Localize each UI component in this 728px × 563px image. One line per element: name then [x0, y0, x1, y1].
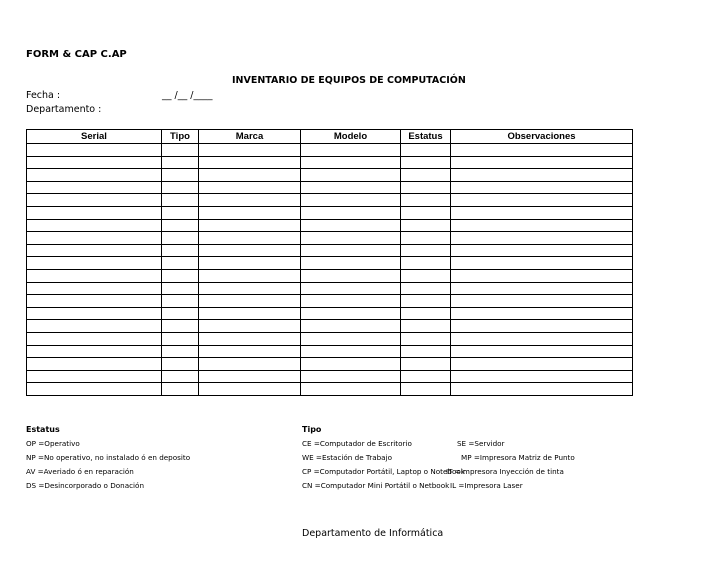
table-cell[interactable]	[27, 257, 162, 270]
table-cell[interactable]	[451, 169, 633, 182]
table-cell[interactable]	[199, 244, 301, 257]
table-cell[interactable]	[451, 156, 633, 169]
table-row	[27, 257, 633, 270]
table-cell[interactable]	[27, 181, 162, 194]
table-cell[interactable]	[27, 295, 162, 308]
table-cell[interactable]	[301, 307, 401, 320]
table-cell[interactable]	[301, 144, 401, 157]
table-cell[interactable]	[162, 345, 199, 358]
table-cell[interactable]	[199, 383, 301, 396]
table-row	[27, 144, 633, 157]
estatus-legend-item: NP =No operativo, no instalado ó en deposito	[26, 453, 191, 462]
table-row	[27, 244, 633, 257]
table-cell[interactable]	[199, 206, 301, 219]
table-cell[interactable]	[199, 219, 301, 232]
table-cell[interactable]	[27, 169, 162, 182]
table-row	[27, 156, 633, 169]
table-header-row	[27, 130, 633, 144]
table-cell[interactable]	[162, 307, 199, 320]
column-header-tipo: Tipo	[162, 130, 199, 144]
column-header-observaciones: Observaciones	[451, 130, 633, 144]
table-cell[interactable]	[301, 244, 401, 257]
form-title: INVENTARIO DE EQUIPOS DE COMPUTACIÓN	[232, 75, 466, 86]
estatus-legend-item: AV =Averiado ó en reparación	[26, 467, 134, 476]
table-cell[interactable]	[199, 156, 301, 169]
table-cell[interactable]	[401, 244, 451, 257]
table-cell[interactable]	[162, 269, 199, 282]
table-row	[27, 282, 633, 295]
table-cell[interactable]	[301, 295, 401, 308]
table-cell[interactable]	[401, 169, 451, 182]
table-cell[interactable]	[451, 232, 633, 245]
table-cell[interactable]	[27, 144, 162, 157]
table-cell[interactable]	[162, 194, 199, 207]
table-cell[interactable]	[199, 194, 301, 207]
table-cell[interactable]	[27, 156, 162, 169]
table-cell[interactable]	[301, 181, 401, 194]
table-cell[interactable]	[162, 295, 199, 308]
table-cell[interactable]	[27, 194, 162, 207]
fecha-label: Fecha :	[26, 90, 61, 101]
tipo-legend-title: Tipo	[302, 425, 322, 434]
table-cell[interactable]	[199, 269, 301, 282]
tipo-legend-item: MP =Impresora Matriz de Punto	[461, 453, 575, 462]
table-cell[interactable]	[401, 257, 451, 270]
table-cell[interactable]	[162, 169, 199, 182]
table-row	[27, 206, 633, 219]
table-cell[interactable]	[162, 332, 199, 345]
table-row	[27, 232, 633, 245]
table-cell[interactable]	[451, 332, 633, 345]
table-cell[interactable]	[162, 257, 199, 270]
column-header-estatus: Estatus	[401, 130, 451, 144]
table-cell[interactable]	[401, 194, 451, 207]
table-row	[27, 320, 633, 333]
table-cell[interactable]	[199, 320, 301, 333]
table-cell[interactable]	[162, 370, 199, 383]
table-cell[interactable]	[301, 257, 401, 270]
table-cell[interactable]	[401, 370, 451, 383]
table-cell[interactable]	[27, 332, 162, 345]
table-cell[interactable]	[401, 181, 451, 194]
table-cell[interactable]	[162, 144, 199, 157]
table-cell[interactable]	[451, 282, 633, 295]
table-cell[interactable]	[27, 244, 162, 257]
table-cell[interactable]	[451, 345, 633, 358]
table-cell[interactable]	[301, 370, 401, 383]
estatus-legend-title: Estatus	[26, 425, 60, 434]
table-cell[interactable]	[301, 383, 401, 396]
table-cell[interactable]	[162, 181, 199, 194]
departamento-label: Departamento :	[26, 104, 102, 115]
table-cell[interactable]	[451, 257, 633, 270]
table-cell[interactable]	[301, 320, 401, 333]
table-cell[interactable]	[199, 282, 301, 295]
table-cell[interactable]	[401, 345, 451, 358]
table-row	[27, 383, 633, 396]
table-cell[interactable]	[451, 144, 633, 157]
table-cell[interactable]	[27, 206, 162, 219]
table-cell[interactable]	[27, 232, 162, 245]
table-cell[interactable]	[199, 232, 301, 245]
table-cell[interactable]	[301, 206, 401, 219]
table-cell[interactable]	[27, 383, 162, 396]
table-cell[interactable]	[401, 219, 451, 232]
table-cell[interactable]	[401, 156, 451, 169]
table-cell[interactable]	[199, 181, 301, 194]
table-cell[interactable]	[451, 320, 633, 333]
table-row	[27, 307, 633, 320]
table-row	[27, 169, 633, 182]
inventory-table	[26, 129, 633, 396]
table-cell[interactable]	[162, 320, 199, 333]
table-cell[interactable]	[162, 383, 199, 396]
organization-name: FORM & CAP C.AP	[26, 49, 127, 60]
table-cell[interactable]	[199, 345, 301, 358]
column-header-modelo: Modelo	[301, 130, 401, 144]
table-cell[interactable]	[451, 194, 633, 207]
table-row	[27, 358, 633, 371]
table-row	[27, 194, 633, 207]
table-cell[interactable]	[401, 295, 451, 308]
table-cell[interactable]	[451, 206, 633, 219]
table-cell[interactable]	[401, 307, 451, 320]
table-cell[interactable]	[162, 219, 199, 232]
table-cell[interactable]	[451, 383, 633, 396]
table-cell[interactable]	[301, 358, 401, 371]
table-cell[interactable]	[401, 144, 451, 157]
table-cell[interactable]	[451, 307, 633, 320]
table-row	[27, 219, 633, 232]
table-cell[interactable]	[199, 257, 301, 270]
table-cell[interactable]	[301, 156, 401, 169]
tipo-legend-item: IT =Impresora Inyección de tinta	[446, 467, 564, 476]
table-cell[interactable]	[451, 358, 633, 371]
table-cell[interactable]	[162, 232, 199, 245]
footer-department: Departamento de Informática	[302, 528, 444, 539]
table-row	[27, 332, 633, 345]
table-cell[interactable]	[27, 219, 162, 232]
table-cell[interactable]	[301, 332, 401, 345]
table-cell[interactable]	[162, 244, 199, 257]
column-header-serial: Serial	[27, 130, 162, 144]
table-row	[27, 370, 633, 383]
table-cell[interactable]	[199, 370, 301, 383]
table-cell[interactable]	[401, 358, 451, 371]
table-cell[interactable]	[451, 295, 633, 308]
table-cell[interactable]	[199, 332, 301, 345]
table-row	[27, 345, 633, 358]
fecha-blank: __ /__ /____	[162, 90, 213, 101]
estatus-legend-item: OP =Operativo	[26, 439, 80, 448]
table-cell[interactable]	[27, 307, 162, 320]
table-row	[27, 181, 633, 194]
table-cell[interactable]	[27, 282, 162, 295]
table-cell[interactable]	[451, 269, 633, 282]
table-cell[interactable]	[401, 269, 451, 282]
table-cell[interactable]	[199, 295, 301, 308]
tipo-legend-item: WE =Estación de Trabajo	[302, 453, 392, 462]
table-cell[interactable]	[451, 370, 633, 383]
table-cell[interactable]	[162, 156, 199, 169]
table-cell[interactable]	[199, 358, 301, 371]
table-cell[interactable]	[199, 144, 301, 157]
tipo-legend-item: CP =Computador Portátil, Laptop o Notebook	[302, 467, 465, 476]
tipo-legend-item: CE =Computador de Escritorio	[302, 439, 412, 448]
table-cell[interactable]	[162, 358, 199, 371]
tipo-legend-item: IL =Impresora Laser	[450, 481, 523, 490]
table-cell[interactable]	[199, 307, 301, 320]
table-row	[27, 269, 633, 282]
table-cell[interactable]	[27, 370, 162, 383]
tipo-legend-item: SE =Servidor	[457, 439, 505, 448]
table-cell[interactable]	[27, 269, 162, 282]
table-cell[interactable]	[301, 169, 401, 182]
table-cell[interactable]	[451, 181, 633, 194]
table-cell[interactable]	[401, 320, 451, 333]
table-cell[interactable]	[301, 269, 401, 282]
table-cell[interactable]	[301, 194, 401, 207]
table-cell[interactable]	[401, 332, 451, 345]
column-header-marca: Marca	[199, 130, 301, 144]
table-cell[interactable]	[301, 232, 401, 245]
table-cell[interactable]	[301, 282, 401, 295]
table-cell[interactable]	[451, 244, 633, 257]
table-cell[interactable]	[301, 219, 401, 232]
table-cell[interactable]	[401, 232, 451, 245]
table-cell[interactable]	[401, 383, 451, 396]
table-cell[interactable]	[301, 345, 401, 358]
estatus-legend-item: DS =Desincorporado o Donación	[26, 481, 145, 490]
tipo-legend-item: CN =Computador Mini Portátil o Netbook	[302, 481, 450, 490]
table-cell[interactable]	[27, 345, 162, 358]
table-cell[interactable]	[27, 358, 162, 371]
table-cell[interactable]	[199, 169, 301, 182]
table-cell[interactable]	[451, 219, 633, 232]
table-body	[27, 144, 633, 396]
table-cell[interactable]	[401, 282, 451, 295]
table-cell[interactable]	[162, 282, 199, 295]
table-row	[27, 295, 633, 308]
table-cell[interactable]	[401, 206, 451, 219]
table-cell[interactable]	[27, 320, 162, 333]
table-cell[interactable]	[162, 206, 199, 219]
